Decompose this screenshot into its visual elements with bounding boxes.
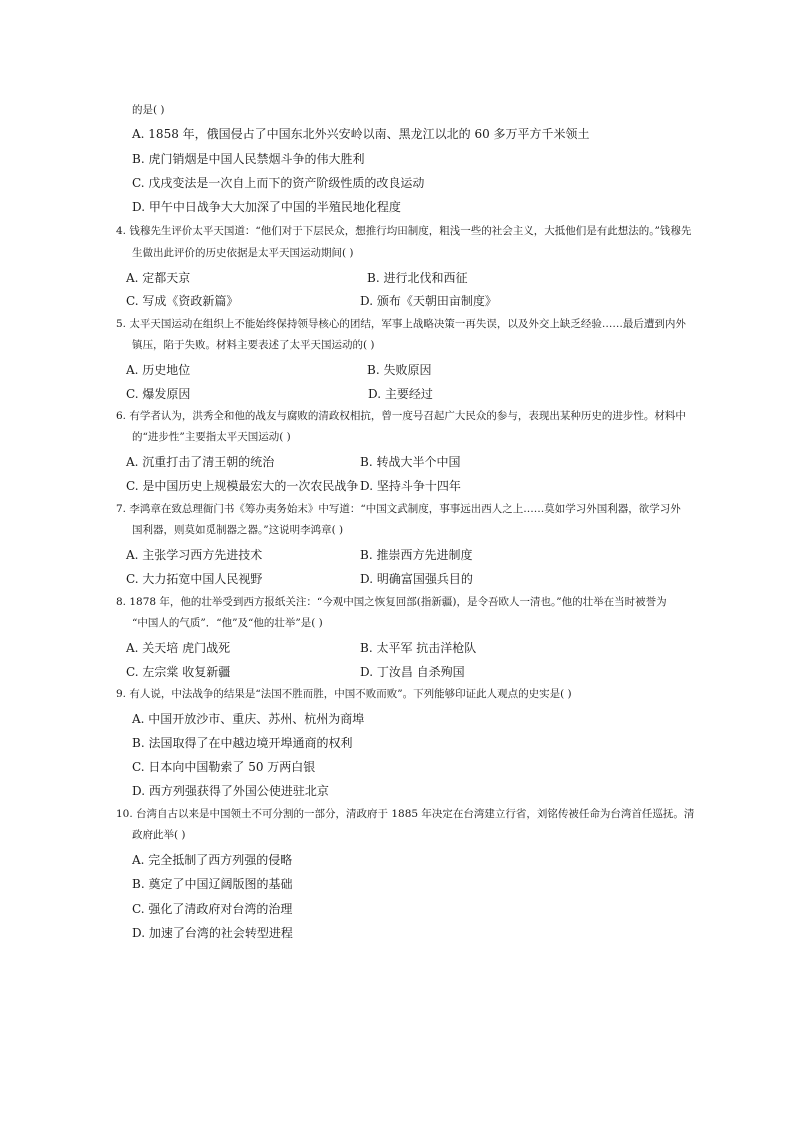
- q8-option-d: D. 丁汝昌 自杀殉国: [360, 665, 465, 679]
- q6-option-d: D. 坚持斗争十四年: [360, 479, 461, 493]
- q10-option-b: B. 奠定了中国辽阔版图的基础: [132, 877, 293, 891]
- q3-option-c: C. 戊戌变法是一次自上而下的资产阶级性质的改良运动: [132, 176, 425, 190]
- q5-option-b: B. 失败原因: [367, 363, 432, 377]
- q8-option-b: B. 太平军 抗击洋枪队: [360, 641, 477, 655]
- q7-stem-line2: 国利器，则莫如觅制器之器。”这说明李鸿章( ): [132, 524, 344, 536]
- q4-option-d: D. 颁布《天朝田亩制度》: [360, 294, 497, 308]
- q8-stem-line2: “中国人的气质”．“他”及“他的壮举”是( ): [132, 617, 323, 629]
- q7-option-c: C. 大力拓宽中国人民视野: [126, 572, 263, 586]
- q4-stem-line1: 4. 钱穆先生评价太平天国道：“他们对于下层民众，想推行均田制度，粗浅一些的社会主义，大抵他们是有此想法的。”钱穆先: [116, 225, 692, 237]
- q4-option-a: A. 定都天京: [126, 271, 191, 285]
- q9-option-c: C. 日本向中国勒索了 50 万两白银: [132, 760, 316, 774]
- q9-option-b: B. 法国取得了在中越边境开埠通商的权利: [132, 736, 353, 750]
- q5-stem-line2: 镇压，陷于失败。材料主要表述了太平天国运动的( ): [132, 339, 375, 351]
- q9-stem-line1: 9. 有人说，中法战争的结果是“法国不胜而胜，中国不败而败”。下列能够印证此人观点的史实是( ): [116, 688, 572, 700]
- q6-option-b: B. 转战大半个中国: [360, 455, 461, 469]
- q10-option-c: C. 强化了清政府对台湾的治理: [132, 902, 293, 916]
- q5-option-c: C. 爆发原因: [126, 387, 191, 401]
- q5-stem-line1: 5. 太平天国运动在组织上不能始终保持领导核心的团结，军事上战略决策一再失误，以及外交上缺乏经验……最后遭到内外: [116, 318, 686, 330]
- q7-option-a: A. 主张学习西方先进技术: [126, 548, 263, 562]
- q10-stem-line1: 10. 台湾自古以来是中国领土不可分割的一部分，清政府于 1885 年决定在台湾建立行省，刘铭传被任命为台湾首任巡抚。清: [116, 808, 695, 820]
- q4-option-b: B. 进行北伐和西征: [367, 271, 468, 285]
- q10-option-a: A. 完全抵制了西方列强的侵略: [132, 853, 293, 867]
- q8-stem-line1: 8. 1878 年，他的壮举受到西方报纸关注：“今观中国之恢复回部(指新疆)，是令吾欧人一清也。”他的壮举在当时被誉为: [116, 596, 667, 608]
- q10-stem-line2: 政府此举( ): [132, 829, 186, 841]
- q5-option-a: A. 历史地位: [126, 363, 191, 377]
- q6-option-a: A. 沉重打击了清王朝的统治: [126, 455, 275, 469]
- q4-stem-line2: 生做出此评价的历史依据是太平天国运动期间( ): [132, 247, 354, 259]
- q9-option-d: D. 西方列强获得了外国公使进驻北京: [132, 784, 329, 798]
- q5-option-d: D. 主要经过: [368, 387, 433, 401]
- q9-option-a: A. 中国开放沙市、重庆、苏州、杭州为商埠: [132, 712, 365, 726]
- q7-stem-line1: 7. 李鸿章在致总理衙门书《筹办夷务始末》中写道：“中国文武制度，事事远出西人之上……莫如学习外国利器，欲学习外: [116, 503, 681, 515]
- q3-option-d: D. 甲午中日战争大大加深了中国的半殖民地化程度: [132, 200, 401, 214]
- q3-stem-tail: 的是( ): [132, 104, 165, 116]
- q6-stem-line1: 6. 有学者认为，洪秀全和他的战友与腐败的清政权相抗，曾一度号召起广大民众的参与，表现出某种历史的进步性。材料中: [116, 410, 686, 422]
- q3-option-a: A. 1858 年，俄国侵占了中国东北外兴安岭以南、黑龙江以北的 60 多万平方千米领土: [132, 127, 590, 141]
- q8-option-a: A. 关天培 虎门战死: [126, 641, 231, 655]
- q4-option-c: C. 写成《资政新篇》: [126, 294, 239, 308]
- q7-option-b: B. 推崇西方先进制度: [360, 548, 473, 562]
- q8-option-c: C. 左宗棠 收复新疆: [126, 665, 231, 679]
- q6-stem-line2: 的“进步性”主要指太平天国运动( ): [132, 431, 291, 443]
- q3-option-b: B. 虎门销烟是中国人民禁烟斗争的伟大胜利: [132, 152, 365, 166]
- q7-option-d: D. 明确富国强兵目的: [360, 572, 473, 586]
- q6-option-c: C. 是中国历史上规模最宏大的一次农民战争: [126, 479, 359, 493]
- q10-option-d: D. 加速了台湾的社会转型进程: [132, 926, 293, 940]
